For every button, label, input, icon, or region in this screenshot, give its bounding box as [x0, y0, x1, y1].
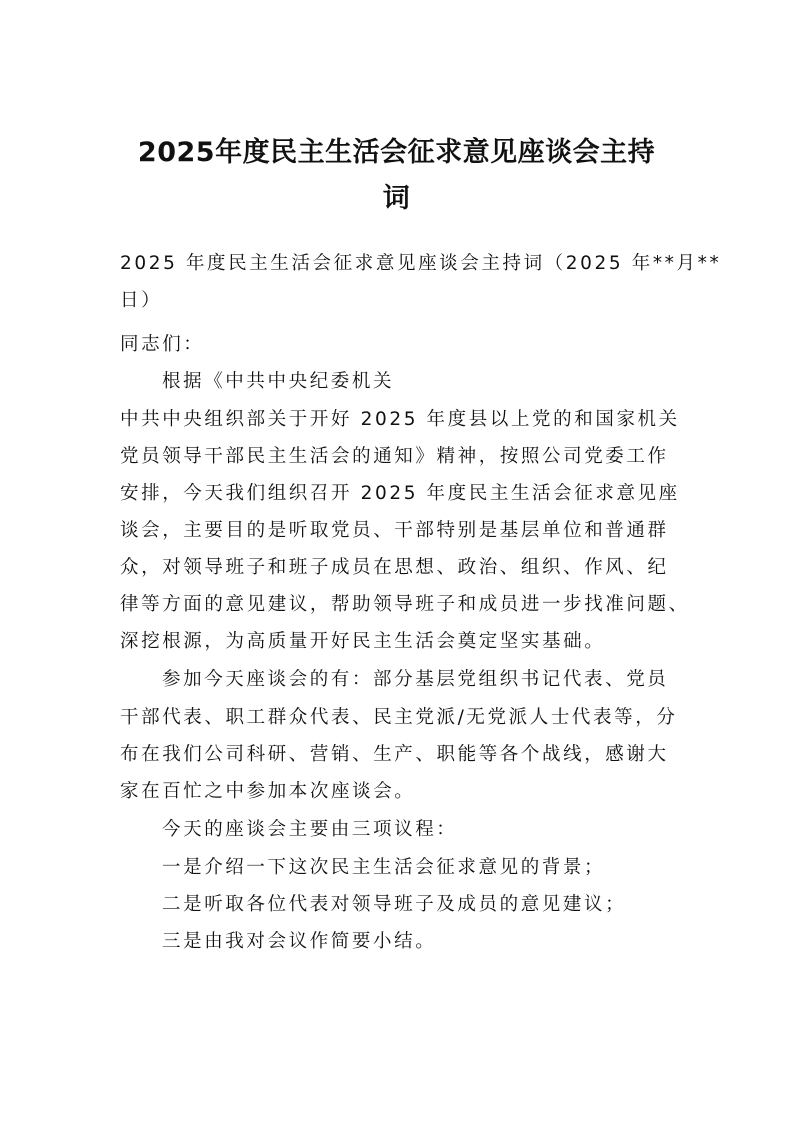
- paragraph-line: 今天的座谈会主要由三项议程：: [162, 819, 458, 840]
- paragraph-line: 根据《中共中央纪委机关: [162, 371, 395, 392]
- paragraph-line: 安排，今天我们组织召开 2025 年度民主生活会征求意见座: [120, 483, 680, 504]
- agenda-item-2: 二是听取各位代表对领导班子及成员的意见建议；: [162, 894, 627, 915]
- paragraph-line: 深挖根源，为高质量开好民主生活会奠定坚实基础。: [120, 631, 606, 652]
- paragraph-line: 众，对领导班子和班子成员在思想、政治、组织、作风、纪: [120, 557, 669, 578]
- paragraph-line: 中共中央组织部关于开好 2025 年度县以上党的和国家机关: [120, 409, 680, 430]
- paragraph-line: 党员领导干部民主生活会的通知》精神，按照公司党委工作: [120, 446, 669, 467]
- paragraph-line: 家在百忙之中参加本次座谈会。: [120, 781, 416, 802]
- salutation: 同志们：: [120, 334, 205, 355]
- subtitle-line: 日）: [120, 290, 163, 311]
- paragraph-line: 参加今天座谈会的有：部分基层党组织书记代表、党员: [162, 669, 669, 690]
- paragraph-line: 干部代表、职工群众代表、民主党派/无党派人士代表等，分: [120, 707, 678, 728]
- document-title-line-1: 2025年度民主生活会征求意见座谈会主持: [137, 137, 656, 168]
- subtitle-line: 2025 年度民主生活会征求意见座谈会主持词（2025 年**月**: [120, 253, 722, 274]
- paragraph-line: 布在我们公司科研、营销、生产、职能等各个战线，感谢大: [120, 744, 669, 765]
- document-title-line-2: 词: [382, 183, 411, 214]
- paragraph-line: 律等方面的意见建议，帮助领导班子和成员进一步找准问题、: [120, 594, 690, 615]
- paragraph-line: 谈会，主要目的是听取党员、干部特别是基层单位和普通群: [120, 520, 669, 541]
- agenda-item-3: 三是由我对会议作简要小结。: [162, 931, 437, 952]
- agenda-item-1: 一是介绍一下这次民主生活会征求意见的背景；: [162, 857, 606, 878]
